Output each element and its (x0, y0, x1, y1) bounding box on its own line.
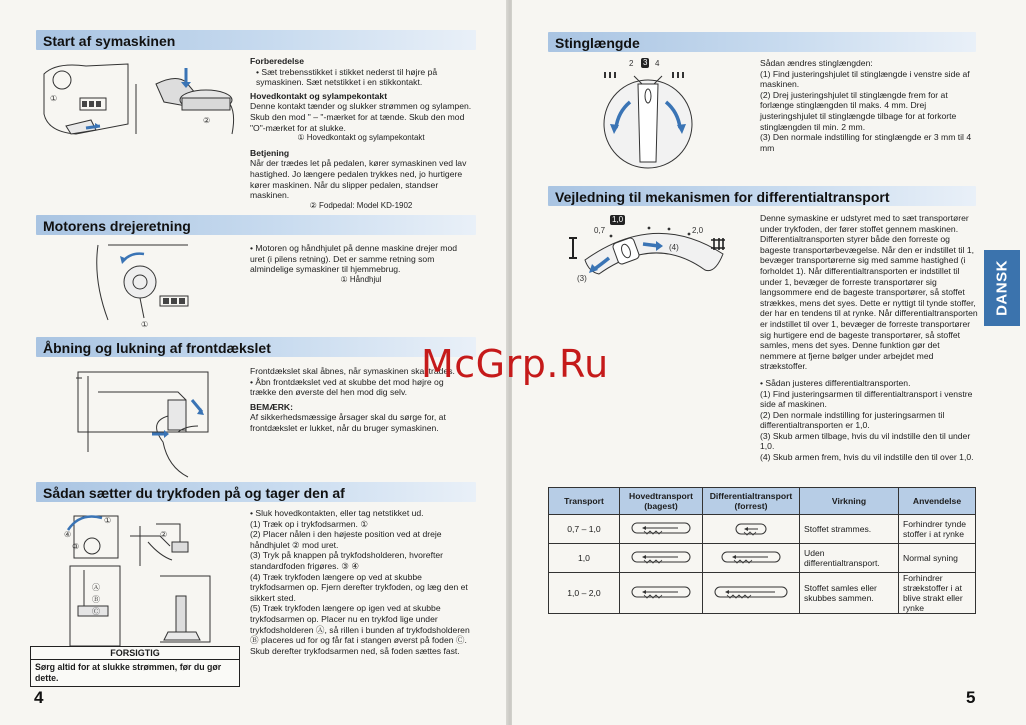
fig-label-handwheel: ① (141, 320, 149, 329)
stitch-step-2: (2) Drej justeringshjulet til stinglængde frem for at forlænge stinglængden til maks. 4 mm. Drej justeringshjulet til stinglængde tilbage for at forkorte stinglængden til min. 2 mm. (760, 89, 957, 132)
differential-step-1: (1) Find justeringsarmen til differentialtransport i venstre side af maskinen. (760, 388, 973, 410)
table-row (549, 544, 976, 573)
col-effect: Virkning (800, 488, 899, 515)
fig-label-1: ① (104, 516, 112, 525)
cell-use: Forhindrer strækstoffer i at blive strakt eller rynke (899, 573, 976, 614)
section-header-presser-foot (36, 482, 476, 502)
fig-label-b: Ⓑ (92, 595, 100, 604)
section-header-start (36, 30, 476, 50)
feed-dog-icon (630, 521, 692, 537)
note-heading: BEMÆRK: (250, 401, 293, 412)
differential-step-2: (2) Den normale indstilling for justeringsarmen til differentialtransporten er 1,0. (760, 409, 945, 431)
col-main-feed: Hovedtransport (bagest) (620, 488, 703, 515)
illustration-differential-lever (565, 214, 745, 294)
presser-foot-steps (250, 508, 472, 656)
warning-box (30, 646, 240, 687)
section-title: Start af symaskinen (43, 33, 176, 49)
illustration-front-cover (68, 362, 218, 482)
col-diff-feed: Differentialtransport (forrest) (703, 488, 800, 515)
step-1: (1) Træk op i trykfodsarmen. ① (250, 518, 369, 529)
differential-body: Denne symaskine er udstyret med to sæt transportører under trykfoden, der fører stoffet gennem maskinen. Differentialtransporten styrer både den forreste og bageste transportørbevægelse. Når den er indstillet til 1, bevæger transportørerne sig med samme hastighed (i forholdet 1). Når differentialtransporten er indstillet til under 1, bevæger de forreste transportører sig langsommere end de bageste transportører, så stoffet strækkes, mens det syes. Dette er nyttigt til tynde stoffer, der har en tendens til at rynke. Når differentialtransporten er indstillet til over 1, bevæger de forreste transportører sig hurtigere end de bageste transportører, så stoffet samles, mens det syes. Denne funktion gør det nemmere at fjerne bølger under arbejdet med strækstoffer. (760, 213, 978, 372)
fig-label-1: ① (50, 94, 58, 103)
cell-diff-feed-symbol (703, 515, 800, 544)
differential-text (760, 213, 978, 463)
forberedelse-heading: Forberedelse (250, 56, 304, 66)
fig-label-2: ② (160, 530, 168, 539)
fig-label-3: ③ (72, 542, 80, 551)
step-4: (4) Træk trykfoden længere op ved at skubbe trykfodsarmen op. Fjern derefter trykfoden, og læg den et sikkert sted. (250, 571, 468, 603)
differential-step-4: (4) Skub armen frem, hvis du vil indstille den til over 1,0. (760, 452, 974, 463)
scale-label-07: 0,7 (594, 226, 606, 235)
betjening-heading: Betjening (250, 147, 290, 158)
section-title: Åbning og lukning af frontdækslet (43, 340, 271, 356)
hovedkontakt-heading: Hovedkontakt og sylampekontakt (250, 90, 388, 101)
table-row (549, 515, 976, 544)
table-header-row (549, 488, 976, 515)
forberedelse-text: • Sæt trebensstikket i stikket nederst til højre på symaskinen. Sæt netstikket i en stikkontakt. (256, 66, 438, 88)
note-text: Af sikkerhedsmæssige årsager skal du sørge for, at frontdækslet er lukket, når du bruger symaskinen. (250, 412, 446, 433)
warning-title: FORSIGTIG (31, 647, 239, 660)
page-number-right: 5 (966, 688, 976, 707)
step-0: • Sluk hovedkontakten, eller tag netstikket ud. (250, 508, 424, 518)
step-2: (2) Placer nålen i den højeste position ved at dreje håndhjulet ② mod uret. (250, 529, 442, 550)
stitch-length-text (760, 58, 978, 153)
feed-dog-icon (713, 585, 789, 601)
step-5: (5) Træk trykfoden længere op igen ved at skubbe trykfodsarmen op. Placer nu en trykfod lige under trykfodsholderen Ⓐ, så rillen i bunden af trykfodsholderen Ⓑ placeres ud for og får fat i stangen øverst på foden Ⓒ. Skub derefter trykfodsarmen ned, så foden sættes fast. (250, 603, 470, 656)
section-header-differential (548, 186, 976, 206)
betjening-caption: ② Fodpedal: Model KD-1902 (309, 200, 413, 210)
betjening-text: Når der trædes let på pedalen, kører symaskinen ved lav hastighed. Jo længere pedalen trykkes ned, jo hurtigere kører maskinen. Når du slipper pedalen, standser maskinen. (250, 158, 467, 201)
motor-text (250, 243, 472, 285)
stitch-intro: Sådan ændres stinglængden: (760, 58, 873, 68)
section-title: Vejledning til mekanismen for differentialtransport (555, 189, 890, 205)
illustration-handwheel (88, 240, 198, 330)
differential-table (548, 487, 976, 614)
language-tab-label: DANSK (993, 260, 1011, 316)
arrow-label-3: (3) (577, 274, 587, 283)
cell-diff-feed-symbol (703, 544, 800, 573)
cell-use: Normal syning (899, 544, 976, 573)
section-title: Stinglængde (555, 35, 640, 51)
dial-label-2: 2 (629, 59, 634, 68)
illustration-presser-foot (60, 506, 240, 646)
section-header-stitch-length (548, 32, 976, 52)
cell-effect: Stoffet samles eller skubbes sammen. (800, 573, 899, 614)
differential-step-3: (3) Skub armen tilbage, hvis du vil indstille den til under 1,0. (760, 430, 971, 452)
motor-caption: ① Håndhjul (340, 274, 382, 284)
front-cover-line2: • Åbn frontdækslet ved at skubbe det mod højre og trække den øverste del hen mod dig selv. (250, 376, 444, 398)
scale-label-20: 2,0 (692, 226, 704, 235)
section-title: Motorens drejeretning (43, 218, 191, 234)
stitch-step-1: (1) Find justeringshjulet til stinglængde i venstre side af maskinen. (760, 68, 970, 90)
cell-transport: 1,0 (549, 544, 620, 573)
language-tab (984, 250, 1020, 326)
front-cover-line1: Frontdækslet skal åbnes, når symaskinen skal trådes. (250, 366, 455, 376)
cell-main-feed-symbol (620, 515, 703, 544)
fig-label-2: ② (203, 116, 211, 125)
scale-label-10: 1,0 (612, 215, 624, 224)
feed-dog-icon (720, 550, 782, 566)
feed-dog-icon (726, 520, 776, 538)
cell-effect: Uden differentialtransport. (800, 544, 899, 573)
fig-label-c: Ⓒ (92, 607, 100, 616)
cell-use: Forhindrer tynde stoffer i at rynke (899, 515, 976, 544)
start-text (250, 56, 472, 211)
hovedkontakt-text: Denne kontakt tænder og slukker strømmen og sylampen. Skub den mod " – "-mærket for at tænde. Skub den mod "O"-mærket for at slukke. (250, 101, 472, 133)
cell-transport: 1,0 – 2,0 (549, 573, 620, 614)
hovedkontakt-caption: ① Hovedkontakt og sylampekontakt (297, 133, 425, 143)
cell-diff-feed-symbol (703, 573, 800, 614)
warning-text: Sørg altid for at slukke strømmen, før du gør dette. (35, 662, 222, 683)
col-transport: Transport (549, 488, 620, 515)
watermark: McGrp.Ru (421, 342, 609, 386)
motor-body: • Motoren og håndhjulet på denne maskine drejer mod uret (i pilens retning). Det er samme retning som almindelige symaskiner til hjemmebrug. (250, 243, 458, 275)
feed-dog-icon (630, 550, 692, 566)
dial-label-3: 3 (643, 58, 648, 67)
cell-main-feed-symbol (620, 544, 703, 573)
illustration-stitch-length-dial (590, 56, 710, 176)
step-3: (3) Tryk på knappen på trykfodsholderen, hvorefter standardfoden frigøres. ③ ④ (250, 550, 443, 571)
feed-dog-icon (630, 585, 692, 601)
dial-label-4: 4 (655, 59, 660, 68)
differential-how: • Sådan justeres differentialtransporten. (760, 377, 911, 388)
section-header-motor (36, 215, 476, 235)
arrow-label-4: (4) (669, 243, 679, 252)
fig-label-a: Ⓐ (92, 583, 100, 592)
section-header-front-cover (36, 337, 476, 357)
cell-effect: Stoffet strammes. (800, 515, 899, 544)
cell-main-feed-symbol (620, 573, 703, 614)
cell-transport: 0,7 – 1,0 (549, 515, 620, 544)
illustration-power-switch-and-pedal (36, 54, 236, 164)
fig-label-4: ④ (64, 530, 72, 539)
table-row (549, 573, 976, 614)
col-use: Anvendelse (899, 488, 976, 515)
page-number-left: 4 (34, 688, 44, 707)
stitch-step-3: (3) Den normale indstilling for stinglængde er 3 mm til 4 mm (760, 132, 972, 153)
section-title: Sådan sætter du trykfoden på og tager den af (43, 485, 345, 501)
